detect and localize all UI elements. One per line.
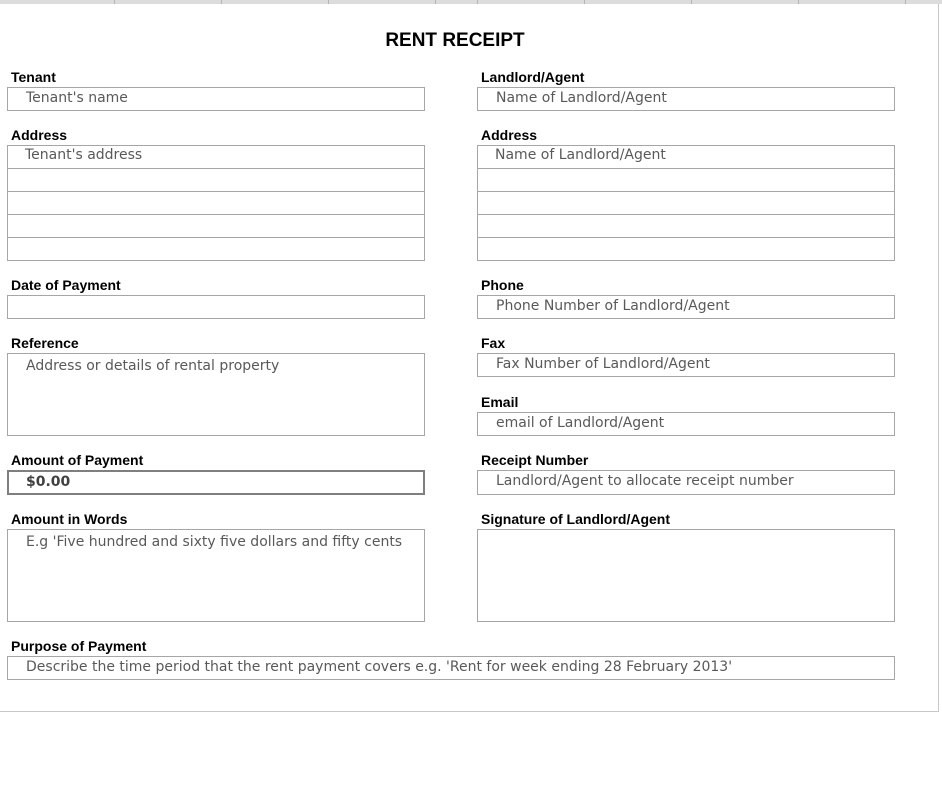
date-of-payment-field[interactable] <box>7 295 425 319</box>
amount-of-payment-label: Amount of Payment <box>11 452 144 468</box>
purpose-of-payment-field[interactable]: Describe the time period that the rent payment covers e.g. 'Rent for week ending 28 February 2013' <box>7 656 895 680</box>
receipt-number-label: Receipt Number <box>481 452 589 468</box>
receipt-title: RENT RECEIPT <box>385 30 525 51</box>
landlord-address-line-1[interactable]: Name of Landlord/Agent <box>495 147 666 163</box>
phone-label: Phone <box>481 277 524 293</box>
tenant-name-field[interactable]: Tenant's name <box>7 87 425 111</box>
address-row-divider <box>8 214 424 215</box>
amount-of-payment-field[interactable]: $0.00 <box>7 470 425 495</box>
landlord-name-field[interactable]: Name of Landlord/Agent <box>477 87 895 111</box>
address-row-divider <box>478 237 894 238</box>
reference-field[interactable]: Address or details of rental property <box>7 353 425 436</box>
address-row-divider <box>8 191 424 192</box>
date-of-payment-label: Date of Payment <box>11 277 121 293</box>
fax-label: Fax <box>481 335 506 351</box>
tenant-address-field[interactable] <box>7 145 425 261</box>
tenant-label: Tenant <box>11 69 56 85</box>
address-row-divider <box>478 214 894 215</box>
fax-field[interactable]: Fax Number of Landlord/Agent <box>477 353 895 377</box>
reference-label: Reference <box>11 335 79 351</box>
address-row-divider <box>8 237 424 238</box>
tenant-address-line-1[interactable]: Tenant's address <box>25 147 143 163</box>
address-row-divider <box>8 168 424 169</box>
landlord-label: Landlord/Agent <box>481 69 585 85</box>
email-label: Email <box>481 394 519 410</box>
signature-label: Signature of Landlord/Agent <box>481 511 670 527</box>
tenant-address-label: Address <box>11 127 68 143</box>
landlord-address-label: Address <box>481 127 538 143</box>
address-row-divider <box>478 168 894 169</box>
receipt-number-field[interactable]: Landlord/Agent to allocate receipt number <box>477 470 895 495</box>
phone-field[interactable]: Phone Number of Landlord/Agent <box>477 295 895 319</box>
address-row-divider <box>478 191 894 192</box>
purpose-of-payment-label: Purpose of Payment <box>11 638 147 654</box>
amount-in-words-label: Amount in Words <box>11 511 128 527</box>
signature-field[interactable] <box>477 529 895 622</box>
amount-in-words-field[interactable]: E.g 'Five hundred and sixty five dollars and fifty cents <box>7 529 425 622</box>
email-field[interactable]: email of Landlord/Agent <box>477 412 895 436</box>
landlord-address-field[interactable] <box>477 145 895 261</box>
